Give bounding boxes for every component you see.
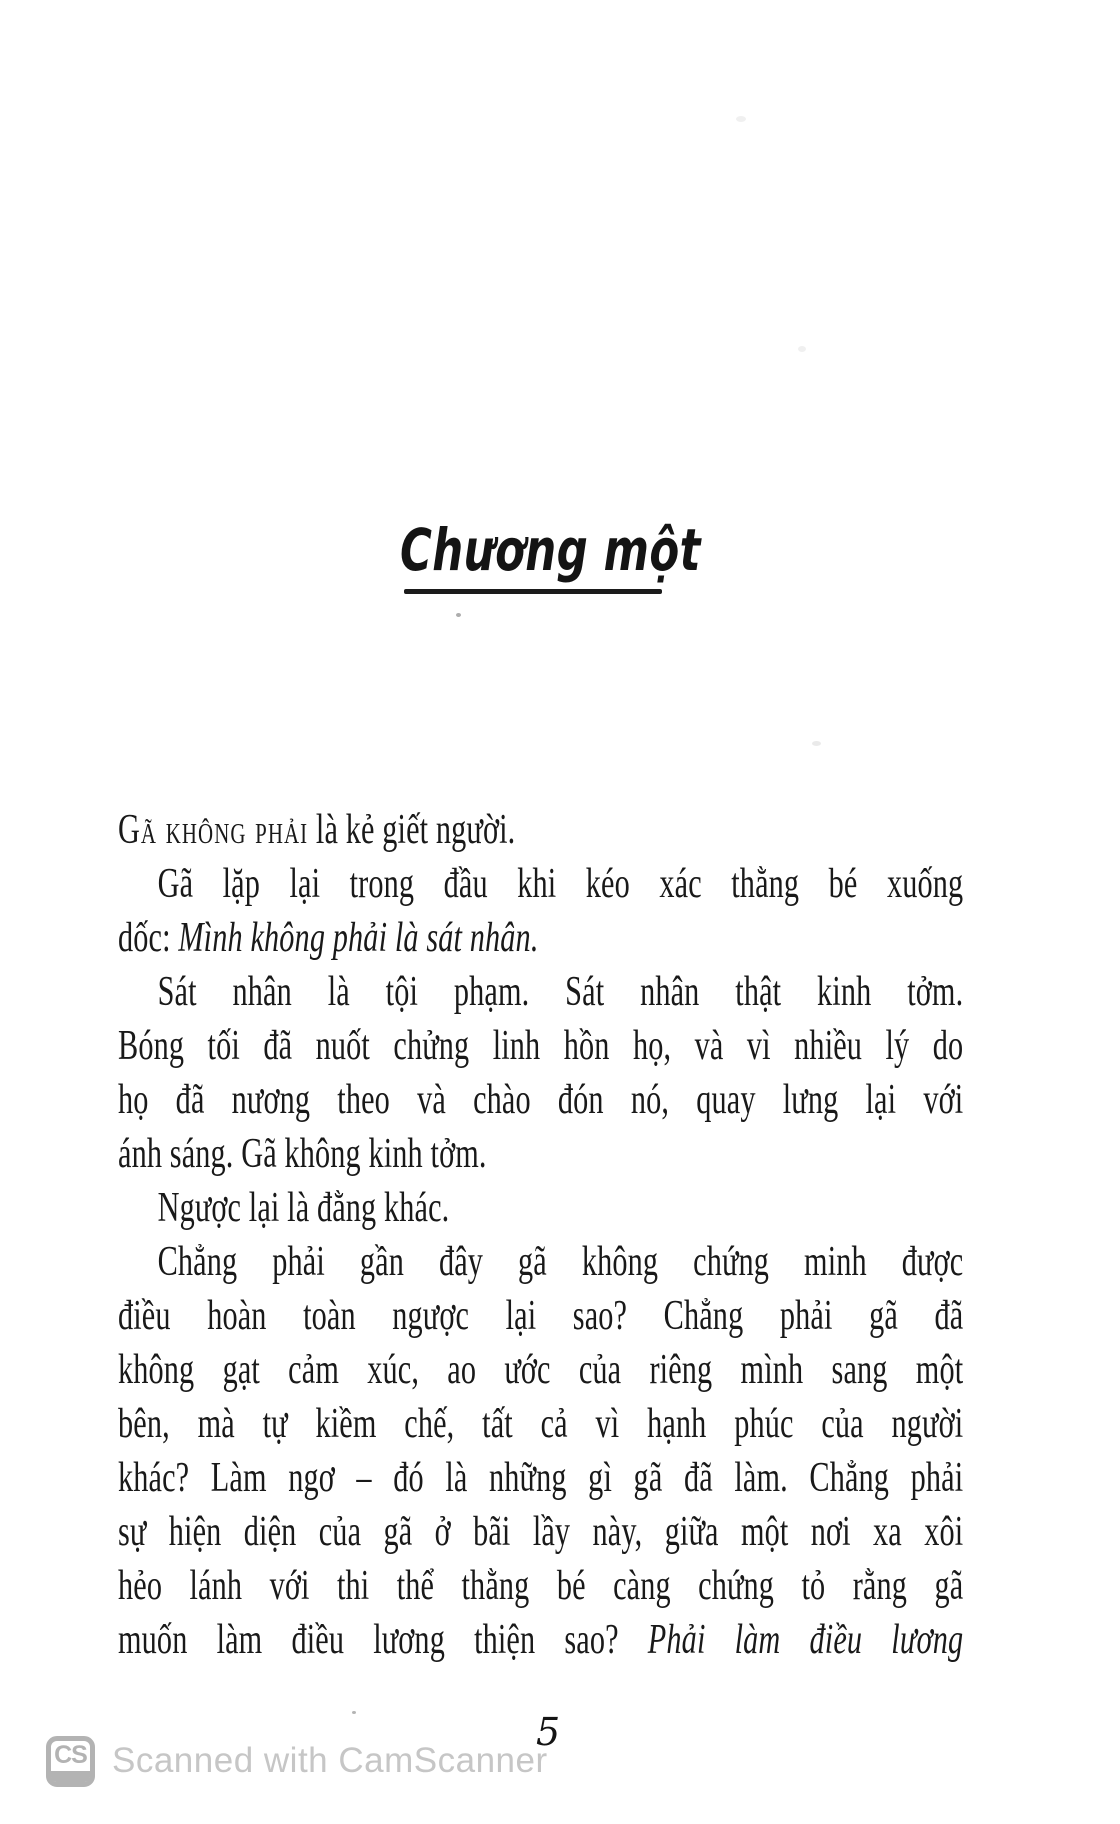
body-text bbox=[118, 803, 963, 1667]
body-text-segment: Bóng tối đã nuốt chửng linh hồn họ, và vì nhiều lý do bbox=[118, 1023, 964, 1069]
body-text-segment: Sát nhân là tội phạm. Sát nhân thật kinh tởm. bbox=[157, 969, 964, 1015]
body-line bbox=[118, 1235, 963, 1289]
body-text-segment: không gạt cảm xúc, ao ước của riêng mình sang một bbox=[118, 1347, 964, 1393]
body-line bbox=[118, 1127, 963, 1181]
scan-speck bbox=[352, 1711, 356, 1714]
body-text-segment: điều hoàn toàn ngược lại sao? Chẳng phải gã đã bbox=[118, 1293, 964, 1339]
scan-speck bbox=[456, 613, 461, 617]
body-line bbox=[118, 1073, 963, 1127]
body-text-segment: ánh sáng. Gã không kinh tởm. bbox=[118, 1131, 487, 1177]
body-line bbox=[118, 1343, 963, 1397]
camscanner-logo-strip bbox=[51, 1771, 90, 1782]
body-line bbox=[118, 1559, 963, 1613]
body-text-segment: Ngược lại là đằng khác. bbox=[157, 1185, 450, 1231]
body-text-segment: khác? Làm ngơ – đó là những gì gã đã làm. Chẳng phải bbox=[118, 1455, 964, 1501]
camscanner-logo-icon bbox=[46, 1736, 95, 1787]
chapter-title: Chương một bbox=[400, 516, 701, 584]
body-text-segment: Chẳng phải gần đây gã không chứng minh được bbox=[157, 1239, 964, 1285]
body-text-segment: Phải làm điều lương bbox=[647, 1617, 964, 1663]
scan-speck bbox=[736, 116, 746, 122]
scan-speck bbox=[812, 741, 821, 746]
camscanner-watermark: Scanned with CamScanner bbox=[112, 1741, 548, 1780]
body-text-segment: dốc: bbox=[118, 915, 179, 961]
body-text-segment: muốn làm điều lương thiện sao? bbox=[118, 1617, 648, 1663]
body-line bbox=[118, 911, 963, 965]
body-line bbox=[118, 1019, 963, 1073]
camscanner-logo-label: CS bbox=[54, 1741, 87, 1769]
body-line bbox=[118, 1613, 963, 1667]
body-line bbox=[118, 857, 963, 911]
body-line bbox=[118, 1397, 963, 1451]
scan-speck bbox=[798, 346, 806, 352]
body-line bbox=[118, 1505, 963, 1559]
body-text-segment: sự hiện diện của gã ở bãi lầy này, giữa một nơi xa xôi bbox=[118, 1509, 964, 1555]
body-text-segment: Mình không phải là sát nhân. bbox=[178, 915, 539, 961]
body-text-segment: Gã không phải bbox=[118, 807, 309, 853]
body-text-segment: Gã lặp lại trong đầu khi kéo xác thằng bé xuống bbox=[157, 861, 964, 907]
page-number: 5 bbox=[536, 1710, 561, 1754]
body-text-segment: hẻo lánh với thi thể thằng bé càng chứng tỏ rằng gã bbox=[118, 1563, 964, 1609]
body-text-segment: là kẻ giết người. bbox=[308, 807, 516, 853]
body-text-segment: bên, mà tự kiềm chế, tất cả vì hạnh phúc của người bbox=[118, 1401, 964, 1447]
body-text-segment: họ đã nương theo và chào đón nó, quay lưng lại với bbox=[118, 1077, 964, 1123]
body-line bbox=[118, 1289, 963, 1343]
body-line bbox=[118, 803, 963, 857]
body-line bbox=[118, 1451, 963, 1505]
body-line bbox=[118, 1181, 963, 1235]
body-line bbox=[118, 965, 963, 1019]
chapter-title-underline bbox=[404, 589, 662, 594]
